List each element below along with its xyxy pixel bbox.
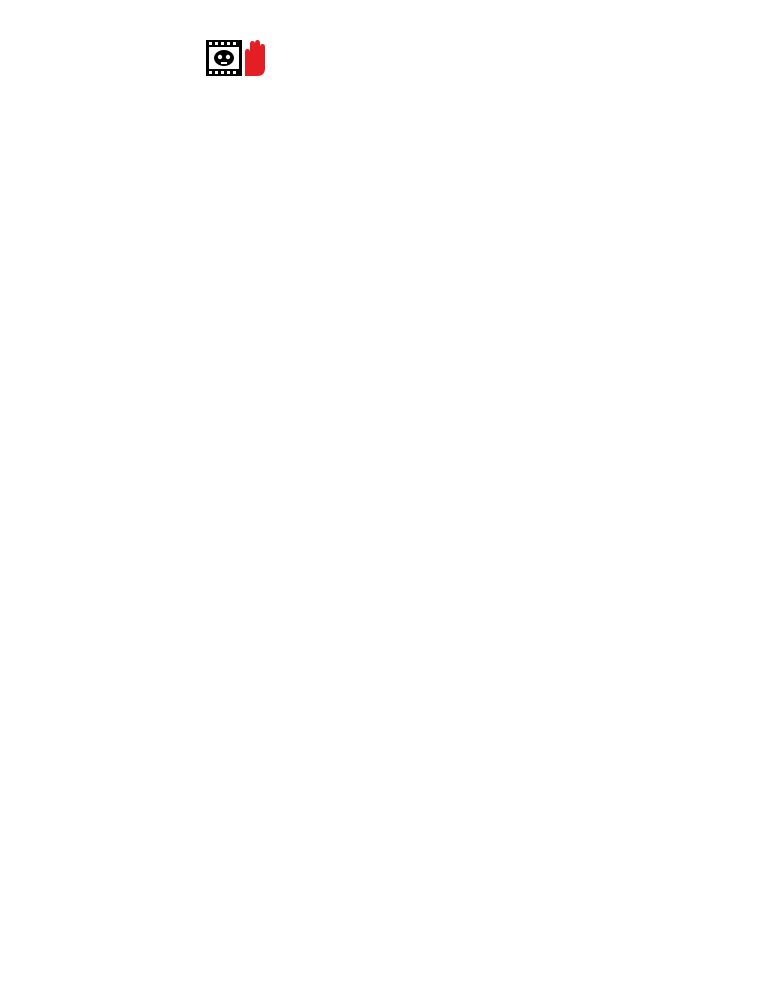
header-logo xyxy=(205,38,267,78)
film-strip-camera-hand-icon xyxy=(205,38,267,78)
